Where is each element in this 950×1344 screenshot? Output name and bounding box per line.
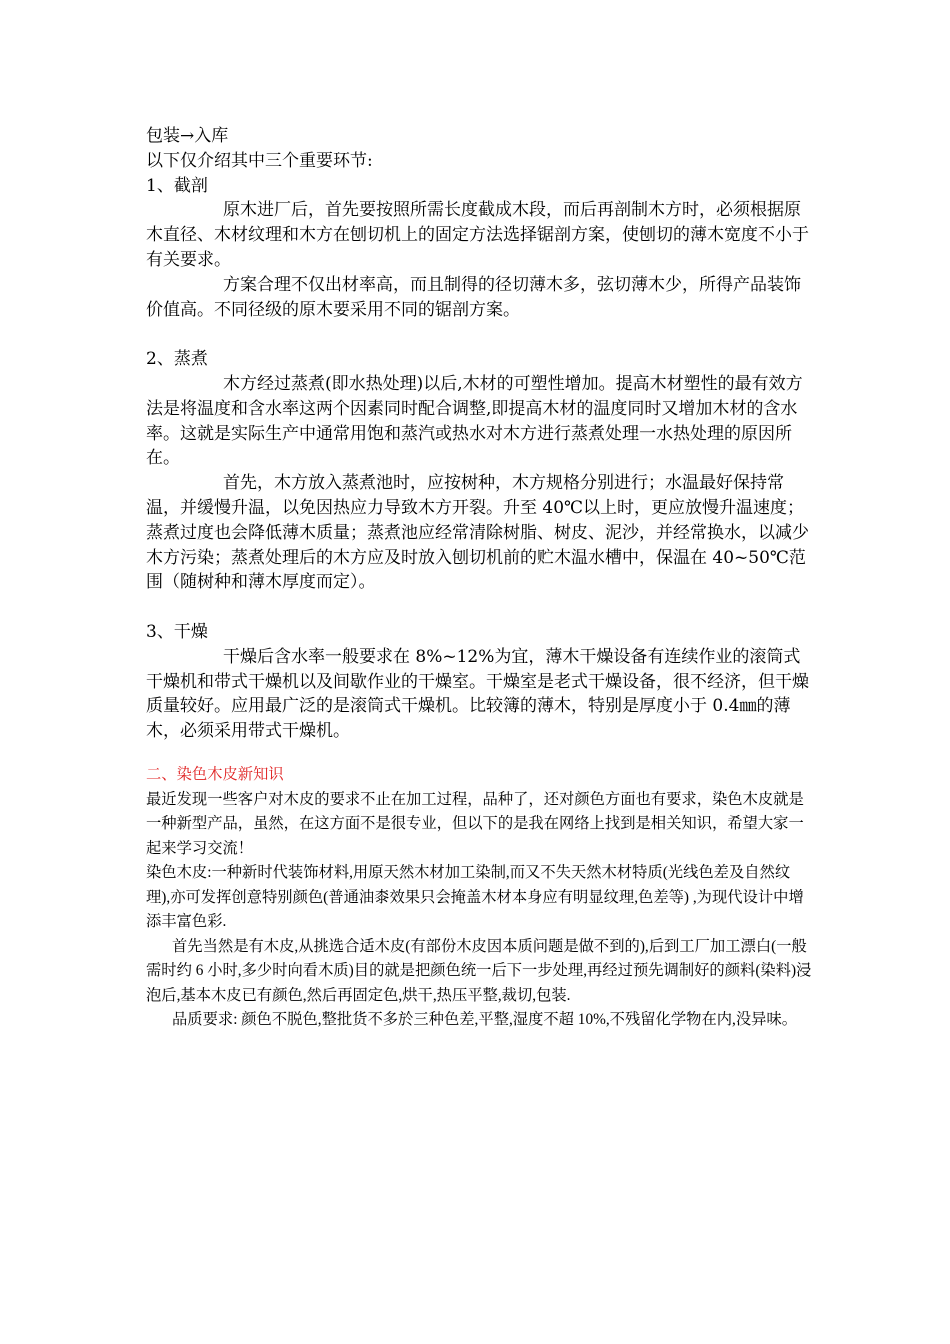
spacer (146, 322, 812, 347)
process-paragraph: 首先当然是有木皮,从挑选合适木皮(有部份木皮因本质问题是做不到的),后到工厂加工漂白(一般需时约 6 小时,多少时向看木质)目的就是把颜色统一后下一步处理,再经过预先调制好的颜料(染料)浸泡后,基本木皮已有颜色,然后再固定色,烘干,热压平整,裁切,包装. (146, 937, 812, 1004)
step2-paragraph-2: 首先，木方放入蒸煮池时，应按树种，木方规格分别进行；水温最好保持常温，并缓慢升温，以免因热应力导致木方开裂。升至 40℃以上时，更应放慢升温速度；蒸煮过度也会降低薄木质量；蒸煮池应经常清除树脂、树皮、泥沙，并经常换水，以减少木方污染；蒸煮处理后的木方应及时放入刨切机前的贮木温水槽中，保温在 40~50℃范围（随树种和薄木厚度而定）。 (146, 473, 809, 593)
step1-paragraph-1: 原木进厂后，首先要按照所需长度截成木段，而后再剖制木方时，必须根据原木直径、木材纹理和木方在刨切机上的固定方法选择锯剖方案，使刨切的薄木宽度不小于有关要求。 (146, 200, 809, 270)
step1-paragraph-2: 方案合理不仅出材率高，而且制得的径切薄木多，弦切薄木少，所得产品装饰价值高。不同径级的原木要采用不同的锯剖方案。 (146, 274, 801, 320)
dyed-veneer-section (146, 763, 812, 1033)
step1-heading: 1、截剖 (146, 175, 208, 196)
step3-heading: 3、干燥 (146, 621, 208, 642)
section-intro: 最近发现一些客户对木皮的要求不止在加工过程，品种了，还对颜色方面也有要求，染色木皮就是一种新型产品，虽然，在这方面不是很专业，但以下的是我在网络上找到是相关知识，希望大家一起来学习交流！ (146, 790, 804, 857)
flow-end-line: 包装→入库 (146, 126, 229, 146)
step2-heading: 2、蒸煮 (146, 349, 208, 370)
step2-paragraph-1: 木方经过蒸煮(即水热处理)以后,木材的可塑性增加。提高木材塑性的最有效方法是将温度和含水率这两个因素同时配合调整,即提高木材的温度同时又增加木材的含水率。这就是实际生产中通常用饱和蒸汽或热水对木方进行蒸煮处理一水热处理的原因所在。 (146, 373, 803, 469)
definition-paragraph: 染色木皮:一种新时代装饰材料,用原天然木材加工染制,而又不失天然木材特质(光线色差及自然纹理),亦可发挥创意特别颜色(普通油桼效果只会掩盖木材本身应有明显纹理,色差等) ,为现代设计中增添丰富色彩. (146, 864, 804, 930)
quality-paragraph: 品质要求: 颜色不脱色,整批货不多於三种色差,平整,湿度不超 10%,不残留化学物在内,没异味。 (172, 1011, 798, 1028)
intro-line: 以下仅介绍其中三个重要环节: (146, 150, 373, 171)
process-section (146, 124, 812, 744)
section-heading: 二、染色木皮新知识 (146, 766, 284, 783)
spacer (146, 595, 812, 620)
step3-paragraph-1: 干燥后含水率一般要求在 8%~12%为宜，薄木干燥设备有连续作业的滚筒式干燥机和带式干燥机以及间歇作业的干燥室。干燥室是老式干燥设备，很不经济，但干燥质量较好。应用最广泛的是滚筒式干燥机。比较簿的薄木，特别是厚度小于 0.4㎜的薄木，必须采用带式干燥机。 (146, 646, 809, 742)
